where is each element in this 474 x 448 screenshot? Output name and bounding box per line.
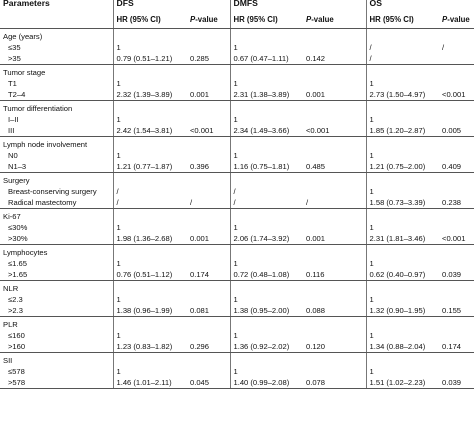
dmfs-p-cell: 0.116 [303, 269, 366, 281]
os-p-cell [439, 222, 474, 233]
empty-cell [187, 353, 230, 367]
parameter-name: Surgery [3, 176, 30, 186]
parameter-row [0, 281, 474, 295]
dfs-p-cell [187, 366, 230, 377]
os-hr-cell: 1 [366, 222, 439, 233]
level-label: III [0, 125, 113, 137]
parameter-row [0, 29, 474, 43]
dfs-hr-cell: 2.32 (1.39–3.89) [113, 89, 187, 101]
dmfs-hr-cell: 2.31 (1.38–3.89) [230, 89, 303, 101]
parameter-name: Lymph node involvement [3, 140, 88, 150]
dmfs-p-cell: 0.142 [303, 53, 366, 65]
dfs-p-cell [187, 114, 230, 125]
dmfs-hr-cell: 1 [230, 258, 303, 269]
level-label: ≤2.3 [8, 294, 23, 304]
dfs-hr-cell: 1.46 (1.01–2.11) [113, 377, 187, 389]
parameter-name: Age (years) [3, 32, 43, 42]
parameter-row [0, 245, 474, 259]
dmfs-p-cell: 0.001 [303, 233, 366, 245]
dmfs-p-cell [303, 222, 366, 233]
dfs-hr-cell: 1 [113, 42, 187, 53]
os-p-cell: 0.039 [439, 377, 474, 389]
empty-cell [187, 173, 230, 187]
level-label: >30% [0, 233, 113, 245]
empty-cell [230, 29, 303, 43]
empty-cell [113, 173, 187, 187]
empty-cell [439, 173, 474, 187]
level-row [0, 42, 474, 53]
level-row [0, 305, 474, 317]
os-hr-cell: 1 [366, 258, 439, 269]
empty-cell [366, 173, 439, 187]
os-p-cell: / [442, 42, 445, 52]
dmfs-hr-cell: 1 [230, 294, 303, 305]
empty-cell [366, 281, 439, 295]
empty-cell [187, 317, 230, 331]
empty-cell [366, 101, 439, 115]
dmfs-p-header: P-value [303, 11, 366, 29]
empty-cell [439, 29, 474, 43]
dmfs-hr-cell: 1 [230, 330, 303, 341]
dfs-p-cell [187, 294, 230, 305]
parameter-name: Ki-67 [3, 212, 21, 222]
os-hr-cell: 1 [366, 78, 439, 89]
level-row [0, 197, 474, 209]
level-label: >1.65 [0, 269, 113, 281]
empty-cell [187, 137, 230, 151]
dfs-p-cell [187, 150, 230, 161]
parameter-name: Lymphocytes [3, 248, 48, 258]
empty-cell [113, 65, 187, 79]
os-header: OS [366, 0, 474, 11]
level-label: T1 [8, 78, 17, 88]
dfs-hr-cell: 1 [113, 330, 187, 341]
empty-cell [303, 245, 366, 259]
dmfs-hr-cell: 0.72 (0.48–1.08) [230, 269, 303, 281]
os-hr-cell: 1.51 (1.02–2.23) [366, 377, 439, 389]
os-p-cell: 0.174 [439, 341, 474, 353]
dfs-p-cell [187, 330, 230, 341]
os-hr-cell: 1 [366, 294, 439, 305]
empty-cell [187, 29, 230, 43]
dfs-p-cell [187, 78, 230, 89]
os-hr-cell: 1.85 (1.20–2.87) [366, 125, 439, 137]
dfs-p-header: P-value [187, 11, 230, 29]
dfs-hr-cell: 1 [113, 78, 187, 89]
os-hr-cell: 0.62 (0.40–0.97) [366, 269, 439, 281]
dfs-p-cell: 0.396 [187, 161, 230, 173]
level-row [0, 330, 474, 341]
empty-cell [113, 281, 187, 295]
empty-cell [439, 245, 474, 259]
empty-cell [230, 353, 303, 367]
dmfs-p-cell [303, 330, 366, 341]
dfs-p-cell [187, 222, 230, 233]
level-row [0, 150, 474, 161]
dmfs-p-cell: 0.088 [303, 305, 366, 317]
dfs-p-cell [187, 186, 230, 197]
empty-cell [230, 245, 303, 259]
dmfs-hr-cell: / [230, 197, 303, 209]
empty-cell [230, 173, 303, 187]
dfs-p-cell: <0.001 [187, 125, 230, 137]
sub-header-row [0, 11, 474, 29]
empty-cell [230, 317, 303, 331]
os-p-cell: 0.005 [439, 125, 474, 137]
dmfs-p-cell [303, 258, 366, 269]
os-hr-cell: 1.34 (0.88–2.04) [366, 341, 439, 353]
level-label: N1–3 [0, 161, 113, 173]
os-hr-cell: 1.58 (0.73–3.39) [366, 197, 439, 209]
dfs-p-cell: 0.045 [187, 377, 230, 389]
dfs-hr-cell: / [113, 197, 187, 209]
level-row [0, 341, 474, 353]
os-hr-cell: 1.32 (0.90–1.95) [366, 305, 439, 317]
os-p-cell: <0.001 [439, 89, 474, 101]
parameter-name: SII [3, 356, 13, 366]
os-p-cell [439, 186, 474, 197]
empty-cell [187, 281, 230, 295]
table-body [0, 29, 474, 389]
dfs-p-cell: 0.174 [187, 269, 230, 281]
dmfs-hr-cell: 1.40 (0.99–2.08) [230, 377, 303, 389]
dfs-hr-cell: 1.38 (0.96–1.99) [113, 305, 187, 317]
os-p-cell: 0.039 [439, 269, 474, 281]
os-hr-header: HR (95% CI) [366, 11, 439, 29]
dfs-hr-cell: 1 [113, 294, 187, 305]
parameter-row [0, 173, 474, 187]
os-hr-cell: 1 [366, 366, 439, 377]
dmfs-p-cell: 0.078 [303, 377, 366, 389]
level-label: >160 [0, 341, 113, 353]
level-row [0, 233, 474, 245]
os-p-cell: 0.409 [439, 161, 474, 173]
empty-cell [230, 209, 303, 223]
empty-cell [303, 209, 366, 223]
dfs-p-cell: 0.285 [187, 53, 230, 65]
level-row [0, 114, 474, 125]
os-p-cell [439, 78, 474, 89]
parameter-name: PLR [3, 320, 18, 330]
empty-cell [439, 209, 474, 223]
dmfs-hr-cell: 1.38 (0.95–2.00) [230, 305, 303, 317]
os-hr-cell: 1 [366, 330, 439, 341]
dfs-hr-cell: 1 [113, 258, 187, 269]
empty-cell [187, 209, 230, 223]
dfs-hr-cell: / [113, 186, 187, 197]
dmfs-hr-cell: 1 [230, 222, 303, 233]
empty-cell [187, 101, 230, 115]
dfs-p-cell: 0.001 [187, 89, 230, 101]
dmfs-p-cell: 0.485 [303, 161, 366, 173]
empty-cell [366, 137, 439, 151]
empty-cell [439, 137, 474, 151]
dmfs-hr-header: HR (95% CI) [230, 11, 303, 29]
level-row [0, 269, 474, 281]
os-p-header: P-value [439, 11, 474, 29]
empty-cell [113, 245, 187, 259]
dmfs-p-cell [303, 78, 366, 89]
dfs-hr-cell: 0.79 (0.51–1.21) [113, 53, 187, 65]
level-label: ≤1.65 [8, 258, 27, 268]
dmfs-p-cell [303, 42, 366, 53]
empty-cell [303, 101, 366, 115]
blank-header-cell [0, 11, 113, 29]
parameter-name: Tumor stage [3, 68, 46, 78]
os-hr-cell: 2.31 (1.81–3.46) [366, 233, 439, 245]
os-hr-cell: / [366, 53, 439, 65]
empty-cell [113, 137, 187, 151]
level-row [0, 377, 474, 389]
parameter-row [0, 137, 474, 151]
empty-cell [439, 281, 474, 295]
os-p-cell [439, 294, 474, 305]
dmfs-p-cell [303, 294, 366, 305]
dfs-p-cell: 0.081 [187, 305, 230, 317]
level-row [0, 222, 474, 233]
dfs-p-cell: 0.296 [187, 341, 230, 353]
empty-cell [366, 317, 439, 331]
level-label: N0 [8, 150, 18, 160]
level-label: ≤160 [8, 330, 25, 340]
dmfs-hr-cell: / [230, 186, 303, 197]
dmfs-hr-cell: 0.67 (0.47–1.11) [230, 53, 303, 65]
dfs-hr-cell: 1 [113, 114, 187, 125]
os-hr-cell: 1.21 (0.75–2.00) [366, 161, 439, 173]
dfs-p-cell [187, 42, 230, 53]
dfs-hr-cell: 1 [113, 222, 187, 233]
dfs-p-cell: / [187, 197, 230, 209]
empty-cell [230, 281, 303, 295]
empty-cell [439, 353, 474, 367]
level-label: Radical mastectomy [0, 197, 113, 209]
os-hr-cell: 2.73 (1.50–4.97) [366, 89, 439, 101]
dfs-hr-cell: 1.21 (0.77–1.87) [113, 161, 187, 173]
empty-cell [113, 209, 187, 223]
level-label: ≤578 [8, 366, 25, 376]
empty-cell [113, 353, 187, 367]
empty-cell [439, 317, 474, 331]
dfs-hr-cell: 1 [113, 366, 187, 377]
parameter-row [0, 209, 474, 223]
dfs-header: DFS [113, 0, 230, 11]
level-label: ≤30% [8, 222, 28, 232]
empty-cell [366, 353, 439, 367]
empty-cell [187, 245, 230, 259]
empty-cell [113, 29, 187, 43]
parameter-row [0, 317, 474, 331]
level-row [0, 53, 474, 65]
os-p-cell: 0.155 [439, 305, 474, 317]
empty-cell [303, 137, 366, 151]
empty-cell [303, 29, 366, 43]
dmfs-hr-cell: 1 [230, 42, 303, 53]
os-p-cell [439, 114, 474, 125]
dmfs-hr-cell: 1 [230, 366, 303, 377]
level-row [0, 161, 474, 173]
level-label: Breast-conserving surgery [8, 186, 97, 196]
level-row [0, 78, 474, 89]
os-hr-cell: 1 [366, 114, 439, 125]
parameter-row [0, 353, 474, 367]
dmfs-p-cell: 0.120 [303, 341, 366, 353]
dfs-hr-cell: 2.42 (1.54–3.81) [113, 125, 187, 137]
dmfs-hr-cell: 1.16 (0.75–1.81) [230, 161, 303, 173]
dfs-hr-cell: 1 [113, 150, 187, 161]
parameter-row [0, 101, 474, 115]
dmfs-p-cell: / [303, 197, 366, 209]
empty-cell [303, 281, 366, 295]
dmfs-header: DMFS [230, 0, 366, 11]
empty-cell [366, 209, 439, 223]
dmfs-hr-cell: 2.06 (1.74–3.92) [230, 233, 303, 245]
empty-cell [439, 101, 474, 115]
group-header-row [0, 0, 474, 11]
level-row [0, 125, 474, 137]
empty-cell [366, 245, 439, 259]
os-p-cell: <0.001 [439, 233, 474, 245]
empty-cell [303, 353, 366, 367]
dfs-hr-cell: 0.76 (0.51–1.12) [113, 269, 187, 281]
level-label: >578 [0, 377, 113, 389]
level-label: T2–4 [0, 89, 113, 101]
empty-cell [230, 101, 303, 115]
level-row [0, 366, 474, 377]
dmfs-hr-cell: 1 [230, 150, 303, 161]
empty-cell [303, 65, 366, 79]
level-row [0, 294, 474, 305]
parameter-name: NLR [3, 284, 19, 294]
dmfs-p-cell: <0.001 [303, 125, 366, 137]
dmfs-p-cell [303, 366, 366, 377]
level-row [0, 89, 474, 101]
dfs-hr-header: HR (95% CI) [113, 11, 187, 29]
dfs-hr-cell: 1.23 (0.83–1.82) [113, 341, 187, 353]
dmfs-hr-cell: 1 [230, 114, 303, 125]
level-label: >35 [0, 53, 113, 65]
empty-cell [439, 65, 474, 79]
level-label: ≤35 [8, 42, 21, 52]
level-row [0, 258, 474, 269]
empty-cell [303, 317, 366, 331]
parameter-name: Tumor differentiation [3, 104, 73, 114]
parameters-header: Parameters [3, 0, 50, 8]
dmfs-hr-cell: 1 [230, 78, 303, 89]
empty-cell [113, 101, 187, 115]
empty-cell [366, 65, 439, 79]
os-p-cell [439, 150, 474, 161]
os-p-cell [439, 366, 474, 377]
dmfs-hr-cell: 1.36 (0.92–2.02) [230, 341, 303, 353]
empty-cell [366, 29, 439, 43]
dfs-p-cell [187, 258, 230, 269]
dmfs-p-cell [303, 114, 366, 125]
dmfs-p-cell: 0.001 [303, 89, 366, 101]
dfs-p-cell: 0.001 [187, 233, 230, 245]
os-hr-cell: / [366, 42, 439, 53]
os-p-cell [439, 53, 474, 65]
level-row [0, 186, 474, 197]
level-label: >2.3 [0, 305, 113, 317]
level-label: I–II [8, 114, 19, 124]
dmfs-p-cell [303, 186, 366, 197]
empty-cell [230, 137, 303, 151]
os-p-cell [439, 330, 474, 341]
dmfs-hr-cell: 2.34 (1.49–3.66) [230, 125, 303, 137]
os-p-cell [439, 258, 474, 269]
empty-cell [187, 65, 230, 79]
os-hr-cell: 1 [366, 186, 439, 197]
empty-cell [230, 65, 303, 79]
os-p-cell: 0.238 [439, 197, 474, 209]
dmfs-p-cell [303, 150, 366, 161]
os-hr-cell: 1 [366, 150, 439, 161]
dfs-hr-cell: 1.98 (1.36–2.68) [113, 233, 187, 245]
empty-cell [113, 317, 187, 331]
parameter-row [0, 65, 474, 79]
empty-cell [303, 173, 366, 187]
